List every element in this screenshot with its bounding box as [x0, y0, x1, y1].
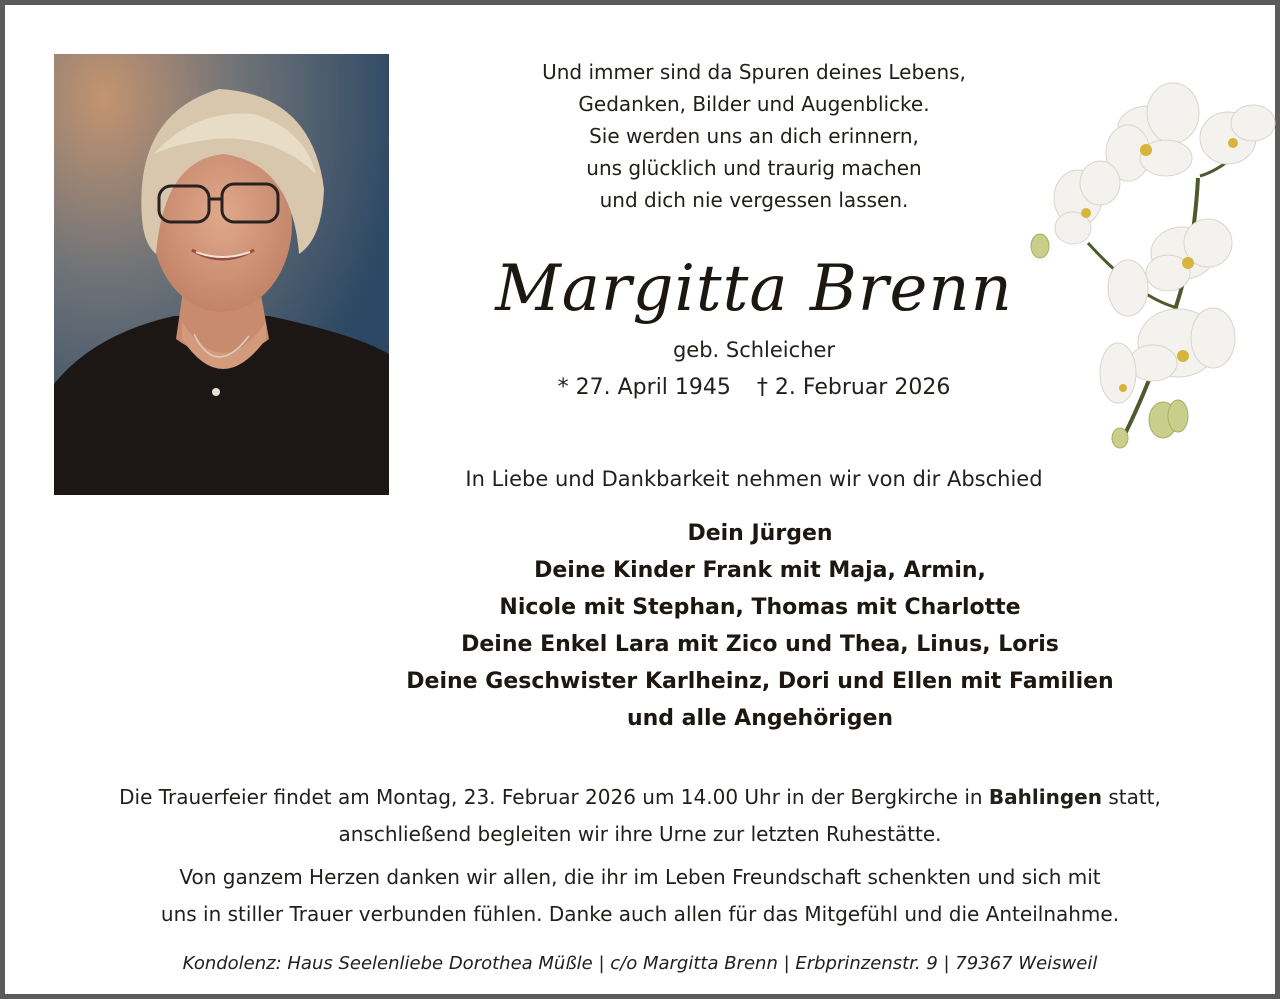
thanks-text [40, 859, 1240, 933]
service-line-1 [40, 779, 1240, 816]
service-text-end: statt, [1101, 785, 1161, 809]
poem-line: Gedanken, Bilder und Augenblicke. [578, 92, 930, 116]
deceased-name: Margitta Brenn [495, 252, 1013, 326]
life-dates [420, 375, 1088, 400]
service-text: Die Trauerfeier findet am Montag, 23. Februar 2026 um 14.00 Uhr in der Bergkirche in [119, 785, 989, 809]
mourner-line: Nicole mit Stephan, Thomas mit Charlotte [499, 595, 1021, 620]
poem-line: uns glücklich und traurig machen [586, 156, 922, 180]
service-place: Bahlingen [988, 785, 1102, 809]
condolence-address: Kondolenz: Haus Seelenliebe Dorothea Müßle | c/o Margitta Brenn | Erbprinzenstr. 9 | 79367 Weisweil [182, 953, 1098, 974]
mourner-line: und alle Angehörigen [626, 706, 894, 731]
portrait-photo [54, 54, 389, 495]
poem [420, 56, 1088, 216]
maiden-name: geb. Schleicher [672, 338, 836, 362]
farewell-line: In Liebe und Dankbarkeit nehmen wir von dir Abschied [465, 467, 1043, 491]
mourner-line: Deine Kinder Frank mit Maja, Armin, [534, 558, 986, 583]
birth-date: * 27. April 1945 [557, 375, 731, 400]
thanks-line: Von ganzem Herzen danken wir allen, die ihr im Leben Freundschaft schenkten und sich mit [179, 865, 1101, 889]
mourner-line: Deine Geschwister Karlheinz, Dori und Ellen mit Familien [406, 669, 1114, 694]
mourners-list [280, 515, 1240, 737]
death-date: † 2. Februar 2026 [756, 375, 951, 400]
poem-line: Und immer sind da Spuren deines Lebens, [542, 60, 966, 84]
service-info [40, 779, 1240, 853]
mourner-line: Deine Enkel Lara mit Zico und Thea, Linus, Loris [461, 632, 1059, 657]
service-line-2: anschließend begleiten wir ihre Urne zur letzten Ruhestätte. [338, 822, 942, 846]
poem-line: Sie werden uns an dich erinnern, [589, 124, 919, 148]
thanks-line: uns in stiller Trauer verbunden fühlen. Danke auch allen für das Mitgefühl und die Anteilnahme. [160, 902, 1120, 926]
mourner-line: Dein Jürgen [687, 521, 833, 546]
poem-line: und dich nie vergessen lassen. [599, 188, 909, 212]
